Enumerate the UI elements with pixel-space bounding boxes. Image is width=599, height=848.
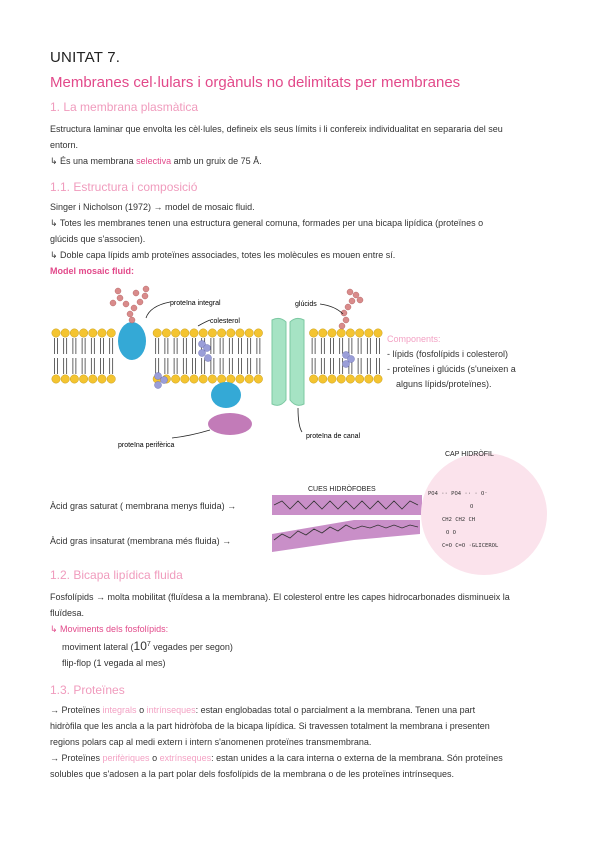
label-peripheral-protein: proteïna perifèrica [118, 442, 175, 449]
peripheral-protein-core [211, 382, 241, 408]
section-1-p1b: entorn. [50, 140, 79, 150]
section-1-1-p2: ↳ Totes les membranes tenen una estructura general comuna, formades per una bicapa lipídica (proteïnes o [50, 218, 484, 228]
section-1-3-d: → Proteïnes perifèriques o extrínseques: estan unides a la cara interna o externa de la membrana. Són proteïnes [50, 753, 503, 763]
section-1-heading: 1. La membrana plasmàtica [50, 100, 199, 114]
phospholipid-head [70, 375, 78, 383]
phospholipid-head [236, 375, 244, 383]
movements-title: ↳ Moviments dels fosfolípids: [50, 624, 169, 634]
phospholipid-head [365, 329, 373, 337]
section-1-3-b: hidròfila que les ancla a la part hidròfoba de la bicapa lipídica. Si travessen totalment la membrana i presenten [50, 721, 490, 731]
unit-heading: UNITAT 7. [50, 49, 121, 66]
label-channel-protein: proteïna de canal [306, 433, 361, 440]
phospholipid-head [355, 329, 363, 337]
section-1-p2: ↳ És una membrana selectiva amb un gruix de 75 Å. [50, 156, 262, 166]
phospholipid-head [337, 375, 345, 383]
section-1-1-text [50, 199, 570, 279]
phospholipid-heads-bottom [52, 375, 382, 383]
channel-protein-right [290, 318, 304, 405]
phospholipid-head [107, 329, 115, 337]
phospholipid-head [89, 329, 97, 337]
phospholipid-head [319, 329, 327, 337]
phospholipid-head [337, 329, 345, 337]
unsaturated-label: Àcid gras insaturat (membrana més fluida) → [50, 536, 232, 546]
phospholipid-head [199, 375, 207, 383]
phospholipid-head [309, 375, 317, 383]
section-1-3-text [50, 702, 570, 782]
section-1-2-text [50, 589, 570, 671]
component-item-2: - proteïnes i glúcids (s'uneixen a [387, 364, 516, 374]
phospholipid-head [227, 375, 235, 383]
phospholipid-head [79, 375, 87, 383]
component-item-1: - lípids (fosfolípids i colesterol) [387, 349, 509, 359]
fluid-mosaic-diagram [50, 278, 390, 450]
section-1-3-heading: 1.3. Proteïnes [50, 683, 125, 697]
phospholipid-head [171, 375, 179, 383]
phospholipid-head [328, 375, 336, 383]
section-1-2-p1: Fosfolípids → molta mobilitat (fluïdesa a la membrana). El colesterol entre les capes hidrocarbonades disminueix la [50, 592, 510, 602]
head-label: CAP HIDRÒFIL [445, 451, 494, 458]
section-1-2-heading: 1.2. Bicapa lipídica fluida [50, 568, 183, 582]
channel-protein-left [272, 318, 286, 405]
phospholipid-head [181, 375, 189, 383]
phospholipid-head [254, 329, 262, 337]
phospholipid-head [346, 375, 354, 383]
components-title: Components: [387, 334, 441, 344]
label-glucids: glúcids [295, 301, 317, 308]
phospholipid-head [199, 329, 207, 337]
integral-protein [118, 322, 146, 360]
section-1-3-c: regions polars cap al medi extern i intern s'anomenen proteïnes transmembrana. [50, 737, 372, 747]
phospholipid-head [190, 329, 198, 337]
phospholipid-head [365, 375, 373, 383]
section-1-p1: Estructura laminar que envolta les cèl·lules, defineix els seus límits i li confereix individualitat en separaria del seu [50, 124, 503, 134]
phospholipid-head [374, 329, 382, 337]
label-cholesterol: colesterol [210, 318, 240, 325]
phospholipid-head [245, 375, 253, 383]
phospholipid-tails [55, 338, 380, 374]
tails-label: CUES HIDRÒFOBES [308, 486, 376, 493]
page-title: Membranes cel·lulars i orgànuls no delimitats per membranes [50, 74, 461, 91]
peripheral-protein [208, 413, 252, 435]
phospholipid-head [217, 375, 225, 383]
saturated-label: Àcid gras saturat ( membrana menys fluida) → [50, 501, 237, 511]
phospholipid-heads-top [52, 329, 382, 337]
phospholipid-head [61, 375, 69, 383]
phospholipid-head [89, 375, 97, 383]
phospholipid-head [190, 375, 198, 383]
phospholipid-head [374, 375, 382, 383]
section-1-3-e: solubles que s'adosen a la part polar dels fosfolípids de la membrana o de les proteïnes intrínseques. [50, 769, 454, 779]
label-integral-protein: proteïna integral [170, 300, 221, 307]
phospholipid-head [355, 375, 363, 383]
phospholipid-head [153, 329, 161, 337]
head-chemistry: PO4 ·· PO4 ·· · O⁻ O CH2 CH2 CH O O C=O C=O ·GLICEROL [428, 491, 499, 549]
phospholipid-head [61, 329, 69, 337]
section-1-2-p1b: fluïdesa. [50, 608, 85, 618]
phospholipid-head [254, 375, 262, 383]
phospholipid-head [181, 329, 189, 337]
phospholipid-head [52, 329, 60, 337]
phospholipid-head [208, 375, 216, 383]
phospholipid-head [346, 329, 354, 337]
components-list [387, 332, 516, 392]
phospholipid-head [217, 329, 225, 337]
selectiva-highlight: selectiva [136, 156, 172, 166]
lateral-movement: moviment lateral ($10^7$ vegades per segon) [62, 639, 233, 653]
phospholipid-head [319, 375, 327, 383]
glucid-chain-right [339, 289, 363, 329]
phospholipid-head [98, 329, 106, 337]
component-item-3: alguns lípids/proteïnes). [396, 379, 492, 389]
phospholipid-head [245, 329, 253, 337]
glucid-chain-left [110, 286, 149, 323]
section-1-1-heading: 1.1. Estructura i composició [50, 180, 198, 194]
phospholipid-head [79, 329, 87, 337]
flipflop-movement: flip-flop (1 vegada al mes) [62, 658, 166, 668]
section-1-1-p2b: glúcids que s'associen). [50, 234, 146, 244]
fatty-acid-tails-diagram [268, 476, 428, 556]
phospholipid-head [328, 329, 336, 337]
section-1-1-p3: ↳ Doble capa lípids amb proteïnes associades, totes les molècules es mouen entre sí. [50, 250, 396, 260]
phospholipid-head [107, 375, 115, 383]
phospholipid-head [208, 329, 216, 337]
section-1-3-a: → Proteïnes integrals o intrínseques: estan englobadas total o parcialment a la membrana. Tenen una part [50, 705, 476, 715]
phospholipid-head [98, 375, 106, 383]
phospholipid-head [309, 329, 317, 337]
phospholipid-head [227, 329, 235, 337]
model-title: Model mosaic fluid: [50, 266, 135, 276]
section-1-text [50, 121, 560, 169]
phospholipid-head [70, 329, 78, 337]
phospholipid-head [171, 329, 179, 337]
phospholipid-head [52, 375, 60, 383]
phospholipid-head [162, 329, 170, 337]
section-1-1-p1: Singer i Nicholson (1972) → model de mosaic fluid. [50, 202, 255, 212]
phospholipid-head [236, 329, 244, 337]
